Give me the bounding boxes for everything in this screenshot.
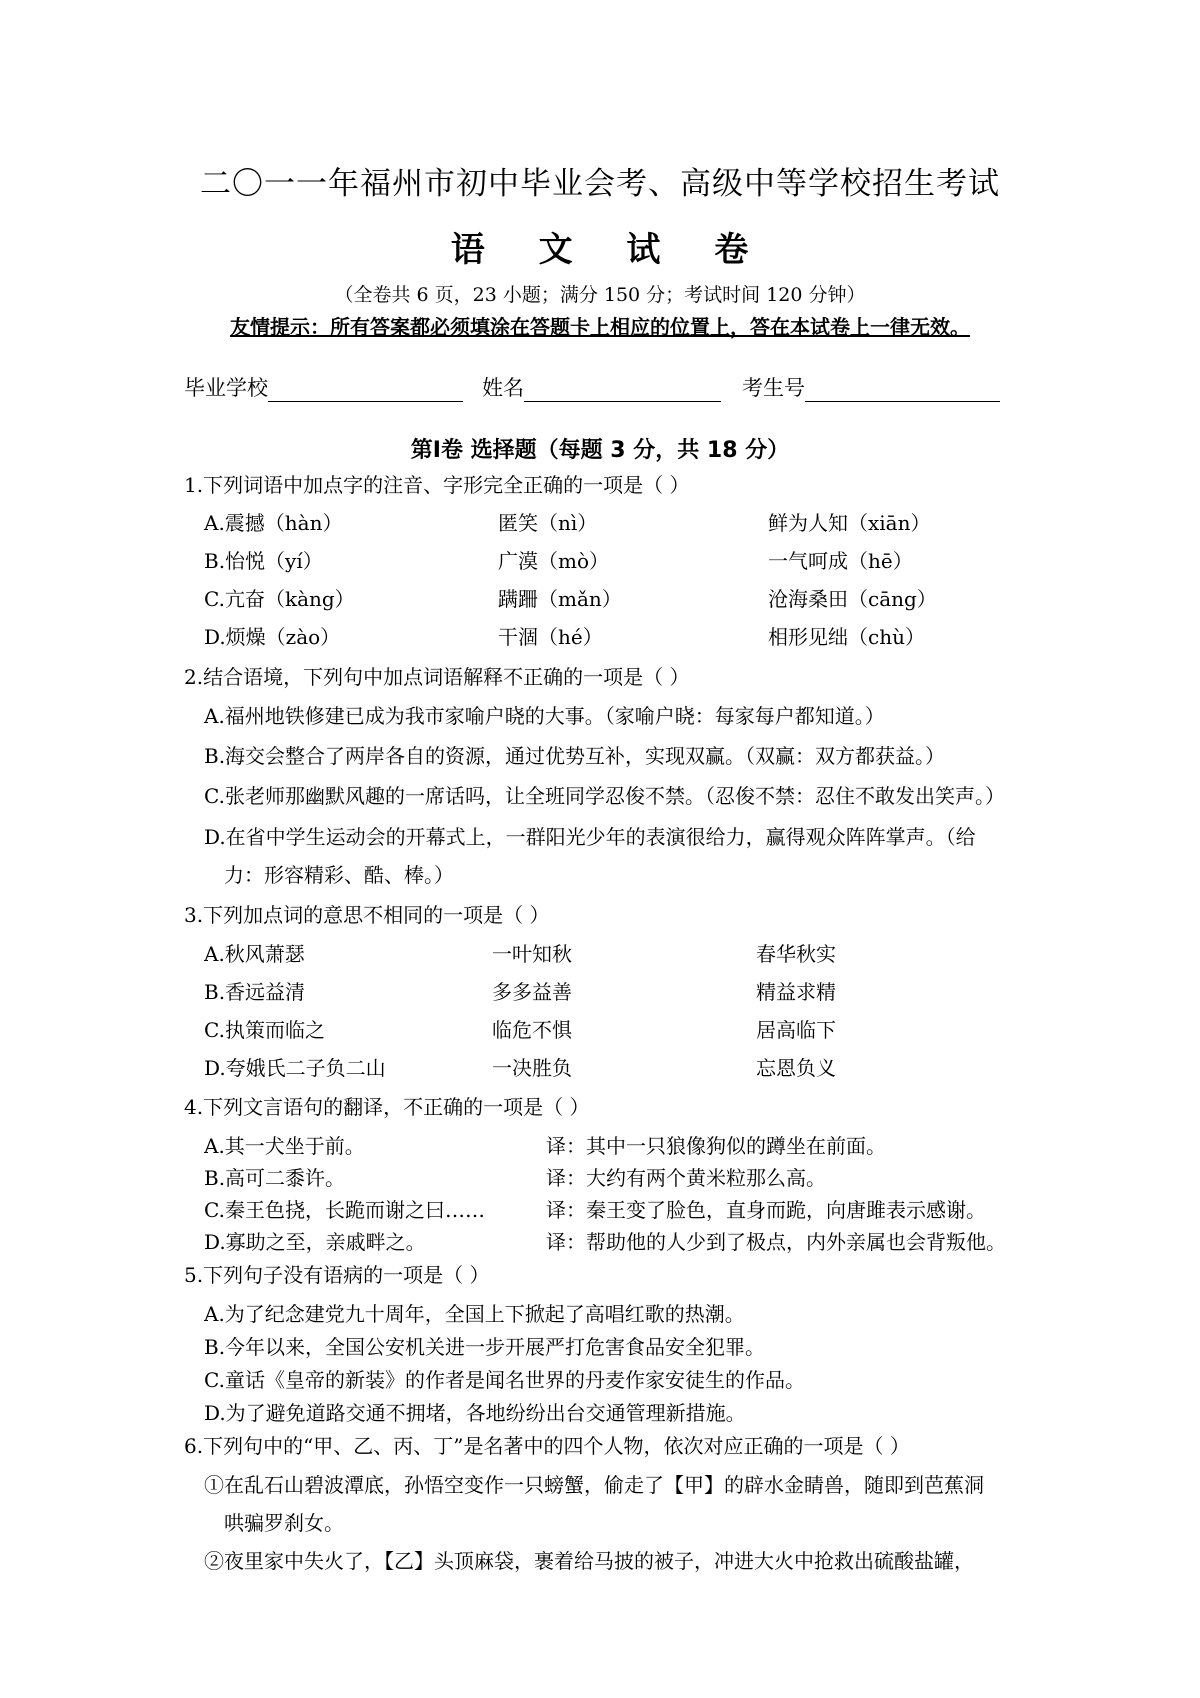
field-name xyxy=(482,372,721,402)
q5-option-c: C.童话《皇帝的新装》的作者是闻名世界的丹麦作家安徒生的作品。 xyxy=(204,1368,805,1392)
q1-row2-c1: B.怡悦（yí） xyxy=(204,549,323,573)
q1-row3-c2: 蹒跚（mǎn） xyxy=(498,587,622,611)
q3-row1-c3: 春华秋实 xyxy=(756,942,836,966)
q2-option-d-cont: 力：形容精彩、酷、棒。） xyxy=(224,863,454,887)
q4-row2-src: B.高可二黍许。 xyxy=(204,1166,346,1190)
q3-row3-c3: 居高临下 xyxy=(756,1018,836,1042)
q4-row3-trans: 译：秦王变了脸色，直身而跪，向唐雎表示感谢。 xyxy=(546,1198,986,1222)
q6-passage-2: ②夜里家中失火了，【乙】头顶麻袋，裹着给马披的被子，冲进大火中抢救出硫酸盐罐， xyxy=(204,1549,974,1573)
q3-row2-c2: 多多益善 xyxy=(492,980,572,1004)
q3-row4-c2: 一决胜负 xyxy=(492,1056,572,1080)
q1-row2-c2: 广漠（mò） xyxy=(498,549,610,573)
q3-row2-c3: 精益求精 xyxy=(756,980,836,1004)
q4-row4-trans: 译：帮助他的人少到了极点，内外亲属也会背叛他。 xyxy=(546,1230,1006,1254)
field-school xyxy=(184,372,463,402)
q1-row1-c1: A.震撼（hàn） xyxy=(204,511,343,535)
q2-option-a: A.福州地铁修建已成为我市家喻户晓的大事。（家喻户晓：每家每户都知道。） xyxy=(204,704,885,728)
field-name-label: 姓名 xyxy=(482,376,524,400)
q1-row3-c3: 沧海桑田（cāng） xyxy=(768,587,937,611)
q2-option-b: B.海交会整合了两岸各自的资源，通过优势互补，实现双赢。（双赢：双方都获益。） xyxy=(204,744,946,768)
field-exam-no-line[interactable] xyxy=(805,381,1000,402)
q1-row1-c3: 鲜为人知（xiān） xyxy=(768,511,931,535)
exam-subject: 语 文 试 卷 xyxy=(450,230,750,270)
field-exam-no xyxy=(742,372,1000,402)
q3-row3-c1: C.执策而临之 xyxy=(204,1018,325,1042)
exam-tip xyxy=(0,311,1200,340)
field-school-label: 毕业学校 xyxy=(184,376,268,400)
q4-row3-src: C.秦王色挠，长跪而谢之曰…… xyxy=(204,1198,485,1222)
q4-row1-trans: 译：其中一只狼像狗似的蹲坐在前面。 xyxy=(546,1134,886,1158)
q1-row2-c3: 一气呵成（hē） xyxy=(768,549,913,573)
tip-text: 友情提示：所有答案都必须填涂在答题卡上相应的位置上，答在本试卷上一律无效。 xyxy=(230,315,970,339)
q4-row4-src: D.寡助之至，亲戚畔之。 xyxy=(204,1230,426,1254)
field-school-line[interactable] xyxy=(268,381,463,402)
q2-option-d: D.在省中学生运动会的开幕式上，一群阳光少年的表演很给力，赢得观众阵阵掌声。（给 xyxy=(204,825,976,849)
q2-option-c: C.张老师那幽默风趣的一席话吗，让全班同学忍俊不禁。（忍俊不禁：忍住不敢发出笑声。） xyxy=(204,784,1005,808)
q1-row4-c1: D.烦燥（zào） xyxy=(204,625,341,649)
q2-stem: 2.结合语境，下列句中加点词语解释不正确的一项是（ ） xyxy=(184,665,690,689)
q1-row3-c1: C.亢奋（kàng） xyxy=(204,587,355,611)
q1-row1-c2: 匿笑（nì） xyxy=(498,511,598,535)
q5-stem: 5.下列句子没有语病的一项是（ ） xyxy=(184,1263,490,1287)
q6-passage-1: ①在乱石山碧波潭底，孙悟空变作一只螃蟹，偷走了【甲】的辟水金睛兽，随即到芭蕉洞 xyxy=(204,1473,984,1497)
q1-row4-c3: 相形见绌（chù） xyxy=(768,625,925,649)
exam-title: 二〇一一年福州市初中毕业会考、高级中等学校招生考试 xyxy=(200,166,1000,202)
q3-row3-c2: 临危不惧 xyxy=(492,1018,572,1042)
q3-stem: 3.下列加点词的意思不相同的一项是（ ） xyxy=(184,903,550,927)
q5-option-a: A.为了纪念建党九十周年，全国上下掀起了高唱红歌的热潮。 xyxy=(204,1302,745,1326)
q4-row2-trans: 译：大约有两个黄米粒那么高。 xyxy=(546,1166,826,1190)
q5-option-d: D.为了避免道路交通不拥堵，各地纷纷出台交通管理新措施。 xyxy=(204,1401,746,1425)
field-name-line[interactable] xyxy=(524,381,721,402)
q3-row1-c2: 一叶知秋 xyxy=(492,942,572,966)
q6-stem: 6.下列句中的“甲、乙、丙、丁”是名著中的四个人物，依次对应正确的一项是（ ） xyxy=(184,1434,910,1458)
q4-row1-src: A.其一犬坐于前。 xyxy=(204,1134,365,1158)
q1-row4-c2: 干涸（hé） xyxy=(498,625,603,649)
q3-row1-c1: A.秋风萧瑟 xyxy=(204,942,305,966)
q3-row2-c1: B.香远益清 xyxy=(204,980,306,1004)
q6-passage-1-cont: 哄骗罗刹女。 xyxy=(224,1511,344,1535)
q3-row4-c3: 忘恩负义 xyxy=(756,1056,836,1080)
field-exam-no-label: 考生号 xyxy=(742,376,805,400)
q4-stem: 4.下列文言语句的翻译，不正确的一项是（ ） xyxy=(184,1095,590,1119)
exam-note: （全卷共 6 页，23 小题；满分 150 分；考试时间 120 分钟） xyxy=(334,284,866,306)
q5-option-b: B.今年以来，全国公安机关进一步开展严打危害食品安全犯罪。 xyxy=(204,1335,766,1359)
q1-stem: 1.下列词语中加点字的注音、字形完全正确的一项是（ ） xyxy=(184,473,690,497)
q3-row4-c1: D.夸娥氏二子负二山 xyxy=(204,1056,386,1080)
section-title: 第Ⅰ卷 选择题（每题 3 分，共 18 分） xyxy=(410,438,790,463)
